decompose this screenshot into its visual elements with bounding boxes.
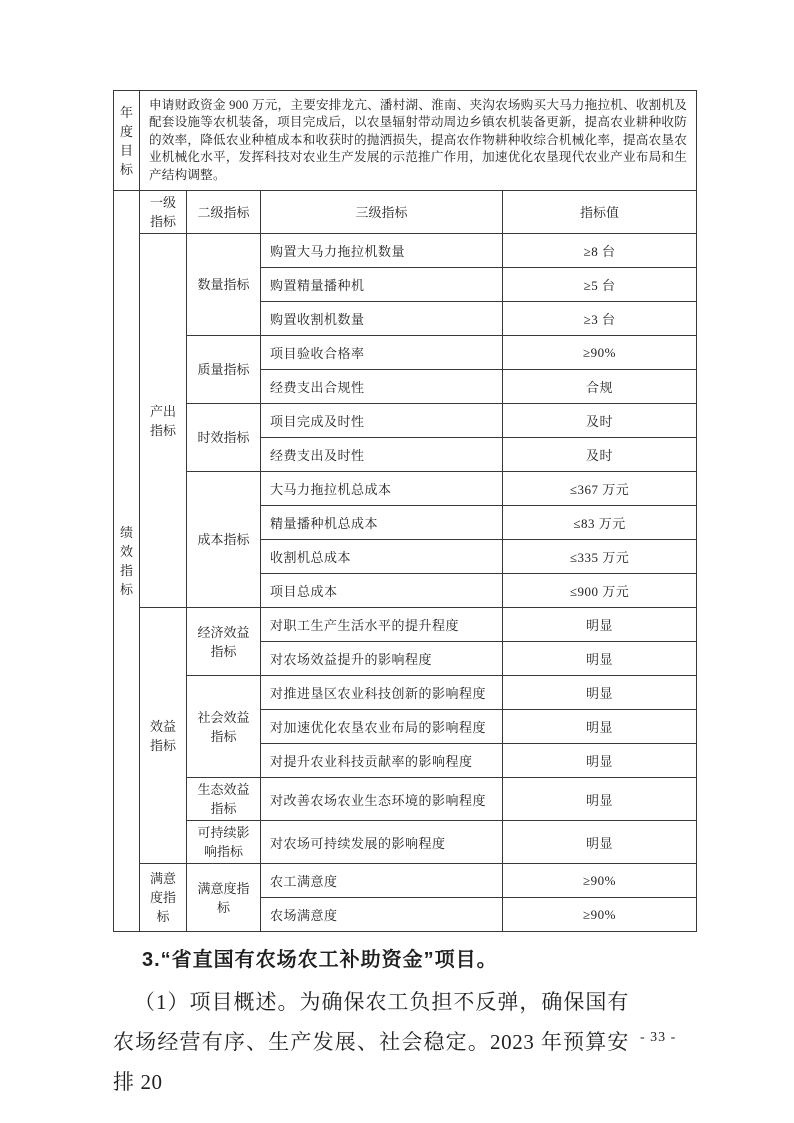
l1-cell-output: 产出指标: [140, 234, 187, 608]
table-row: [114, 821, 697, 864]
l3-cell: 收割机总成本: [261, 540, 503, 574]
value-cell: ≥90%: [503, 898, 697, 932]
table-row-annual-goal: [114, 91, 697, 191]
l3-cell: 农工满意度: [261, 864, 503, 898]
l3-cell: 购置大马力拖拉机数量: [261, 234, 503, 268]
value-cell: 明显: [503, 608, 697, 642]
l3-cell: 对职工生产生活水平的提升程度: [261, 608, 503, 642]
table-row: [114, 404, 697, 438]
l3-cell: 购置收割机数量: [261, 302, 503, 336]
value-cell: 明显: [503, 744, 697, 778]
page-number: - 33 -: [640, 1030, 677, 1045]
section-heading: 3.“省直国有农场农工补助资金”项目。: [142, 949, 498, 971]
l1-cell-satisfaction: 满意度指标: [140, 864, 187, 932]
l3-cell: 项目完成及时性: [261, 404, 503, 438]
value-cell: 明显: [503, 710, 697, 744]
l3-cell: 经费支出合规性: [261, 370, 503, 404]
value-cell: 明显: [503, 778, 697, 821]
l3-cell: 对改善农场农业生态环境的影响程度: [261, 778, 503, 821]
l2-cell-quantity: 数量指标: [187, 234, 261, 336]
value-cell: ≥3 台: [503, 302, 697, 336]
l2-cell-satisfaction: 满意度指标: [187, 864, 261, 932]
value-cell: ≤83 万元: [503, 506, 697, 540]
l2-cell-social: 社会效益指标: [187, 676, 261, 778]
value-cell: ≥5 台: [503, 268, 697, 302]
table-row: [114, 234, 697, 268]
l2-cell-economic: 经济效益指标: [187, 608, 261, 676]
l3-cell: 经费支出及时性: [261, 438, 503, 472]
table-row: [114, 676, 697, 710]
table-row: [114, 472, 697, 506]
l1-cell-benefit: 效益指标: [140, 608, 187, 864]
value-cell: ≥90%: [503, 864, 697, 898]
value-cell: ≤335 万元: [503, 540, 697, 574]
performance-side-label: 绩效指标: [114, 191, 140, 932]
l2-cell-ecological: 生态效益指标: [187, 778, 261, 821]
column-header-l2: 二级指标: [187, 191, 261, 234]
column-header-l3: 三级指标: [261, 191, 503, 234]
value-cell: ≥8 台: [503, 234, 697, 268]
performance-indicator-table: [113, 90, 697, 932]
page-content: [113, 90, 696, 1102]
l3-cell: 精量播种机总成本: [261, 506, 503, 540]
column-header-l1: 一级指标: [140, 191, 187, 234]
table-row: [114, 336, 697, 370]
column-header-value: 指标值: [503, 191, 697, 234]
value-cell: ≤367 万元: [503, 472, 697, 506]
value-cell: 合规: [503, 370, 697, 404]
body-paragraph: （1）项目概述。为确保农工负担不反弹，确保国有农场经营有序、生产发展、社会稳定。2023 年预算安排 20: [113, 990, 629, 1094]
l2-cell-timeliness: 时效指标: [187, 404, 261, 472]
value-cell: 明显: [503, 821, 697, 864]
l3-cell: 大马力拖拉机总成本: [261, 472, 503, 506]
value-cell: 明显: [503, 642, 697, 676]
l3-cell: 农场满意度: [261, 898, 503, 932]
table-row: [114, 608, 697, 642]
l3-cell: 项目验收合格率: [261, 336, 503, 370]
l3-cell: 购置精量播种机: [261, 268, 503, 302]
value-cell: ≥90%: [503, 336, 697, 370]
value-cell: 明显: [503, 676, 697, 710]
table-row: [114, 864, 697, 898]
l3-cell: 对推进垦区农业科技创新的影响程度: [261, 676, 503, 710]
l3-cell: 对农场效益提升的影响程度: [261, 642, 503, 676]
l3-cell: 对提升农业科技贡献率的影响程度: [261, 744, 503, 778]
l3-cell: 对农场可持续发展的影响程度: [261, 821, 503, 864]
annual-goal-label: 年度目标: [114, 91, 140, 191]
table-header-row: [114, 191, 697, 234]
value-cell: 及时: [503, 404, 697, 438]
l3-cell: 项目总成本: [261, 574, 503, 608]
annual-goal-text: 申请财政资金 900 万元，主要安排龙亢、潘村湖、淮南、夹沟农场购买大马力拖拉机、收割机及配套设施等农机装备，项目完成后，以农垦辐射带动周边乡镇农机装备更新，提高农业耕种收防的效率，降低农业种植成本和收获时的抛洒损失，提高农作物耕种收综合机械化率，提高农垦农业机械化水平，发挥科技对农业生产发展的示范推广作用，加速优化农垦现代农业产业布局和生产结构调整。: [140, 91, 697, 191]
l3-cell: 对加速优化农垦农业布局的影响程度: [261, 710, 503, 744]
l2-cell-quality: 质量指标: [187, 336, 261, 404]
value-cell: 及时: [503, 438, 697, 472]
l2-cell-sustainable: 可持续影响指标: [187, 821, 261, 864]
table-row: [114, 778, 697, 821]
value-cell: ≤900 万元: [503, 574, 697, 608]
l2-cell-cost: 成本指标: [187, 472, 261, 608]
